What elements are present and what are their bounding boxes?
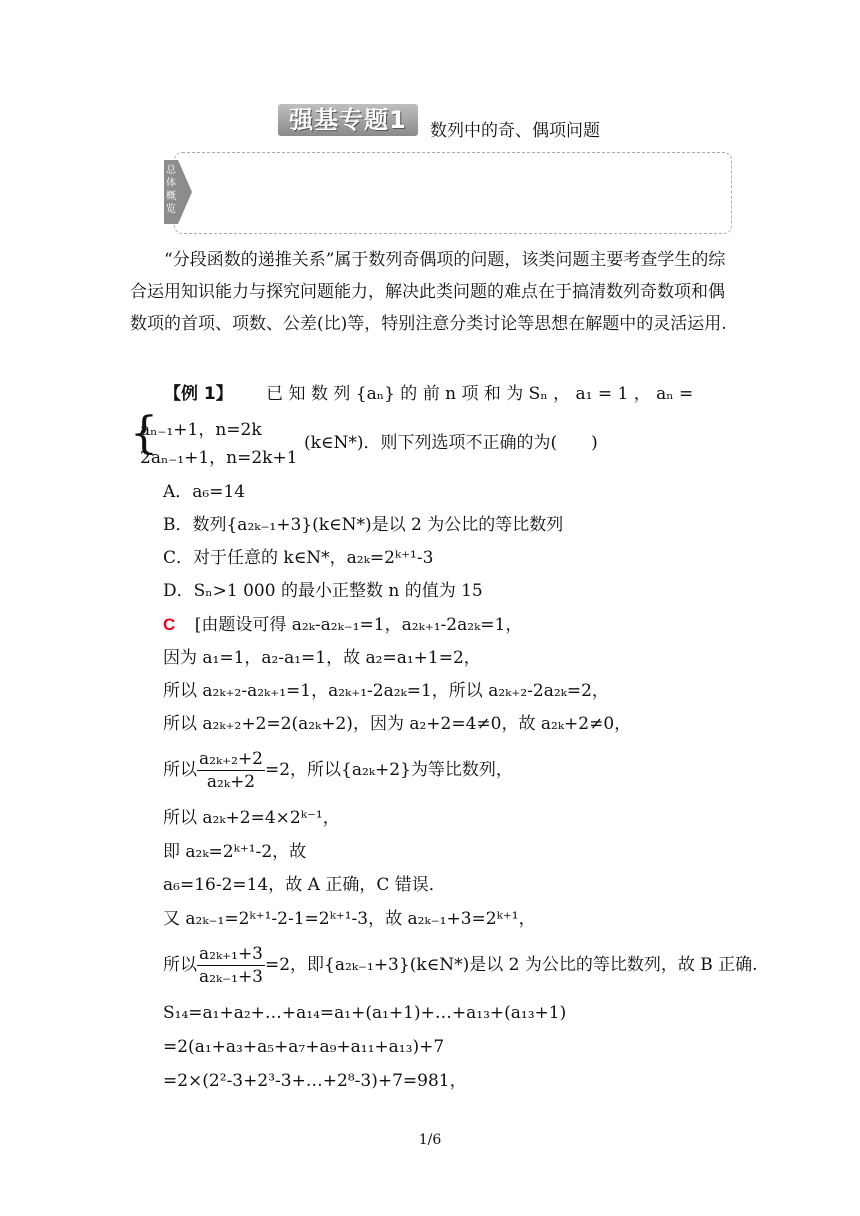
solution-line-6: 所以 a₂ₖ+2=4×2ᵏ⁻¹， [163,808,340,828]
answer-letter: C [163,615,176,634]
page-number: 1/6 [418,1132,442,1148]
piecewise-brace: { [130,408,158,459]
overview-tab-label: 总体概览 [166,165,176,215]
page-title: 数列中的奇、偶项问题 [430,121,600,141]
solution-line-12: =2(a₁+a₃+a₅+a₇+a₉+a₁₁+a₁₃)+7 [163,1037,445,1057]
option-d: D．Sₙ>1 000 的最小正整数 n 的值为 15 [163,581,483,601]
topic-badge: 强基专题1 [278,104,418,136]
example-stem-line [130,382,693,406]
example-label: 【例 1】 [164,384,233,404]
solution-line-7: 即 a₂ₖ=2ᵏ⁺¹-2，故 [163,842,307,862]
solution-line-9: 又 a₂ₖ₋₁=2ᵏ⁺¹-2-1=2ᵏ⁺¹-3，故 a₂ₖ₋₁+3=2ᵏ⁺¹， [163,909,536,929]
solution-line-1: C [由题设可得 a₂ₖ-a₂ₖ₋₁=1，a₂ₖ₊₁-2a₂ₖ=1， [163,615,523,635]
solution-line-frac1: 所以 $\frac{\text{a₂ₖ₊₂+2}}{\text{a₂ₖ+2}}$ =2，所以{a₂ₖ+2}为等比数列， [163,749,513,792]
overview-box [174,152,732,234]
example-stem-tail: (k∈N*)．则下列选项不正确的为( ) [304,433,598,453]
case-2: 2aₙ₋₁+1，n=2k+1 [140,448,298,468]
solution-line-11: S₁₄=a₁+a₂+…+a₁₄=a₁+(a₁+1)+…+a₁₃+(a₁₃+1) [163,1003,567,1023]
option-b: B．数列{a₂ₖ₋₁+3}(k∈N*)是以 2 为公比的等比数列 [163,515,564,535]
option-c: C．对于任意的 k∈N*，a₂ₖ=2ᵏ⁺¹-3 [163,548,434,568]
solution-line-2: 因为 a₁=1，a₂-a₁=1，故 a₂=a₁+1=2， [163,648,481,668]
solution-line-4: 所以 a₂ₖ₊₂+2=2(a₂ₖ+2)，因为 a₂+2=4≠0，故 a₂ₖ+2≠0， [163,714,632,734]
solution-line-frac2: 所以 $\frac{\text{a₂ₖ₊₁+3}}{\text{a₂ₖ₋₁+3}}$ =2，即{a₂ₖ₋₁+3}(k∈N*)是以 2 为公比的等比数列，故 B 正确. [163,944,758,987]
example-stem: 已 知 数 列 {aₙ} 的 前 n 项 和 为 Sₙ ， a₁ = 1 ， aₙ = [266,384,694,404]
solution-line-13: =2×(2²-3+2³-3+…+2⁸-3)+7=981， [163,1071,467,1091]
fraction-2: $\frac{\text{a₂ₖ₊₁+3}}{\text{a₂ₖ₋₁+3}}$ [199,944,263,987]
case-1: aₙ₋₁+1，n=2k [140,420,262,440]
solution-line-8: a₆=16-2=14，故 A 正确，C 错误． [163,875,446,895]
option-a: A．a₆=14 [163,482,246,502]
solution-line-3: 所以 a₂ₖ₊₂-a₂ₖ₊₁=1，a₂ₖ₊₁-2a₂ₖ=1，所以 a₂ₖ₊₂-2a₂ₖ=2， [163,681,609,701]
overview-tab [164,160,192,224]
fraction-1: $\frac{\text{a₂ₖ₊₂+2}}{\text{a₂ₖ+2}}$ [199,749,263,792]
intro-paragraph: “分段函数的递推关系”属于数列奇偶项的问题，该类问题主要考查学生的综合运用知识能力与探究问题能力，解决此类问题的难点在于搞清数列奇数项和偶数项的首项、项数、公差(比)等，特别注意分类讨论等思想在解题中的灵活运用. [130,250,727,334]
